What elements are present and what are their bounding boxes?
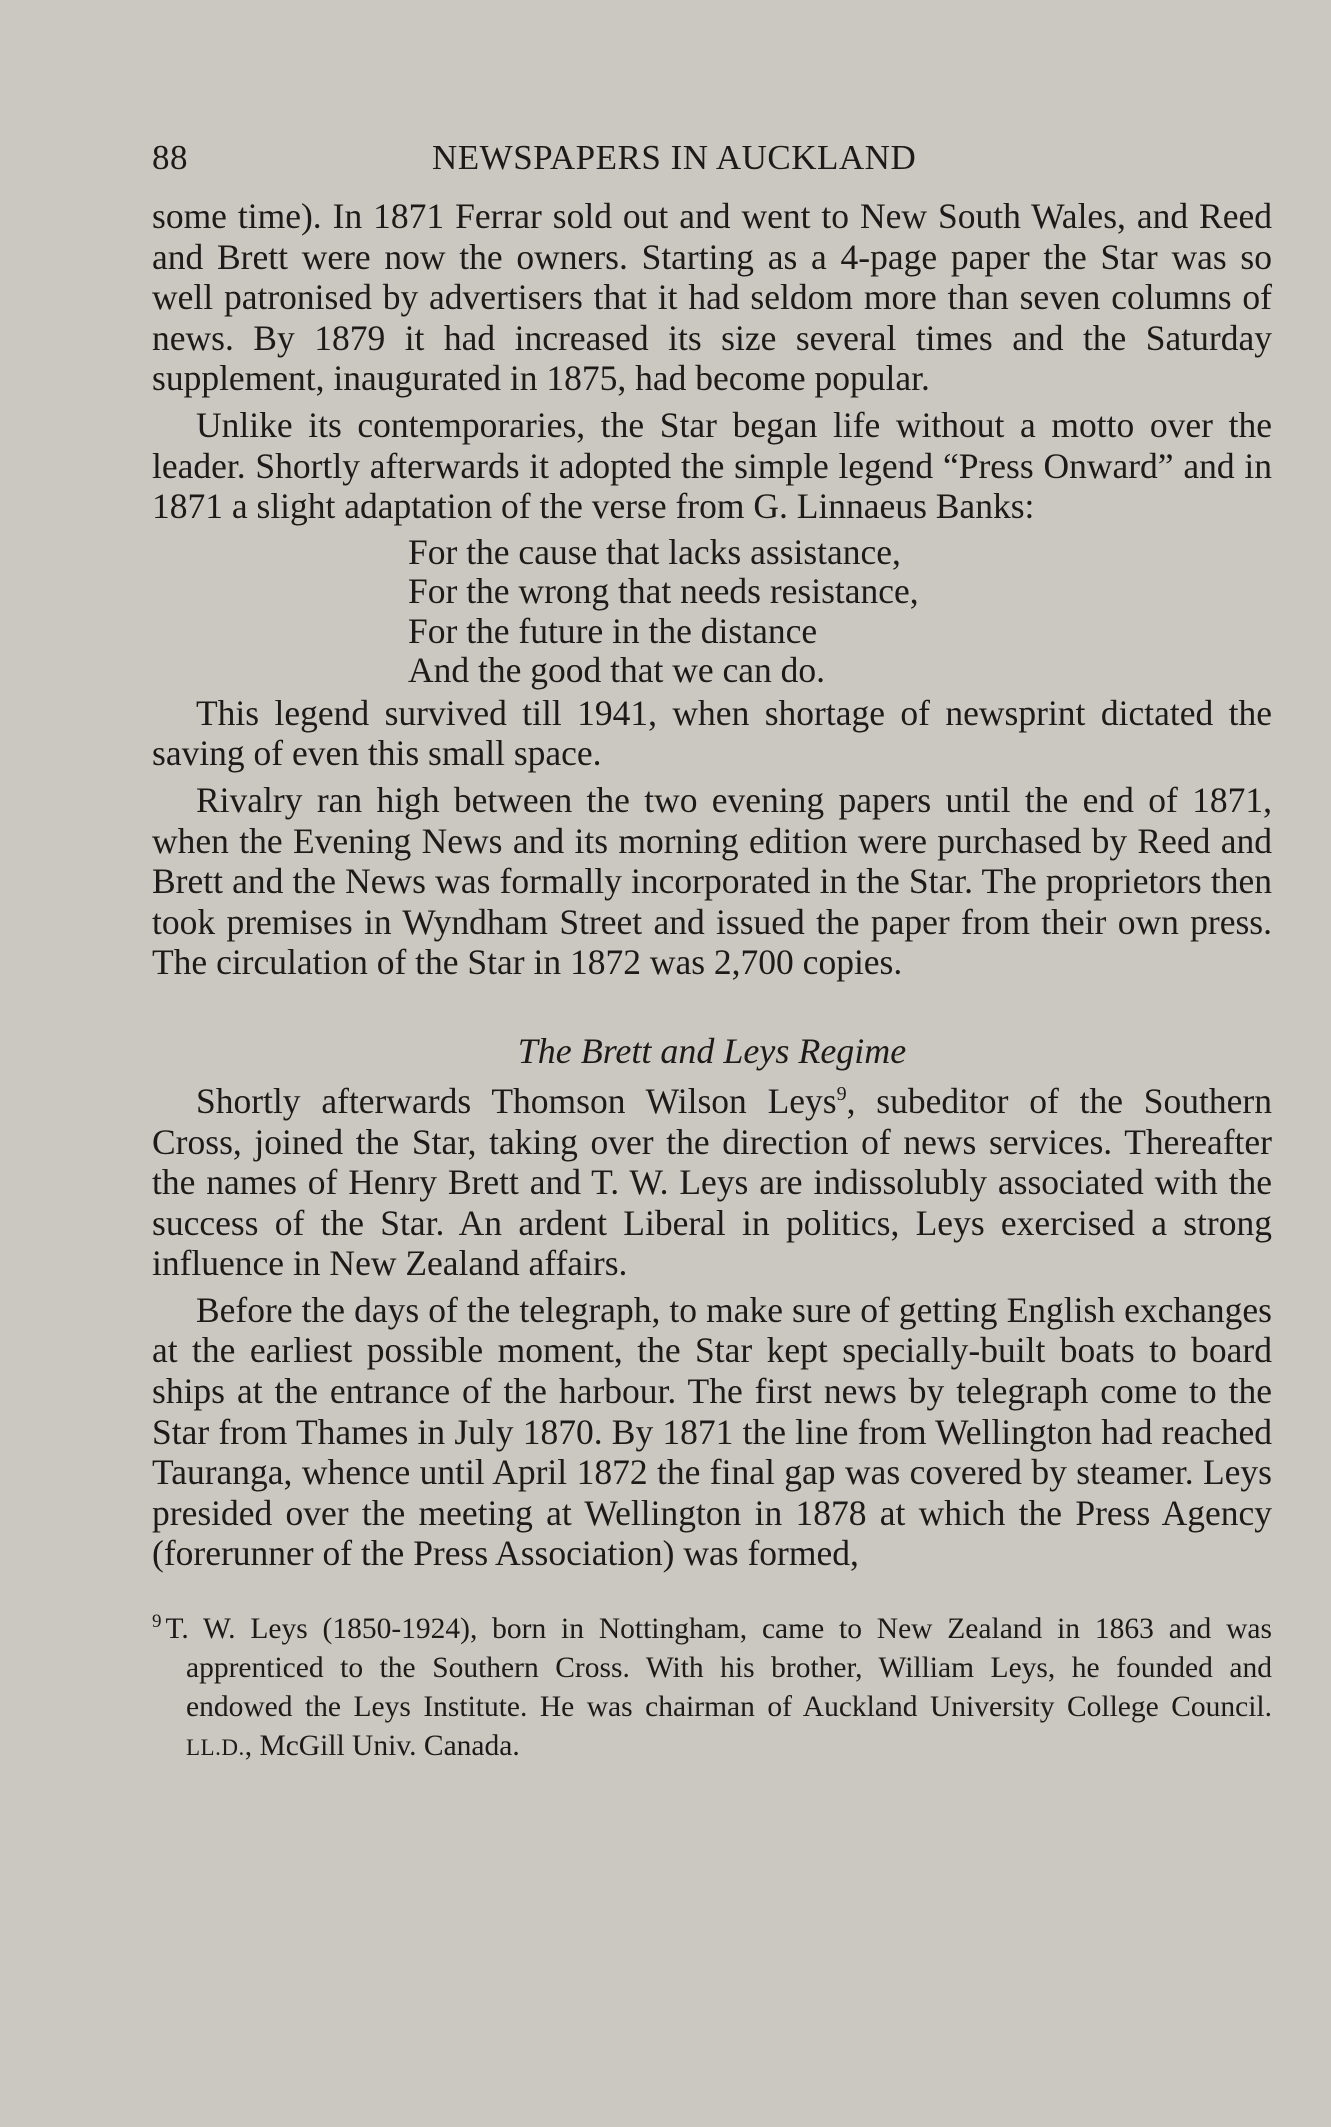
- paragraph-2: Unlike its contemporaries, the Star began life without a motto over the leader. Shortly afterwards it adopted the simple legend “Press Onward” and in 1871 a slight adaptation of the verse from G. Linnaeus Banks:: [152, 404, 1272, 527]
- verse-line: For the future in the distance: [408, 610, 818, 651]
- verse-line: For the wrong that needs resistance,: [408, 571, 919, 612]
- paragraph-3: This legend survived till 1941, when shortage of newsprint dictated the saving of even this small space.: [152, 692, 1272, 774]
- section-heading: The Brett and Leys Regime: [517, 1030, 907, 1071]
- paragraph-5-rest: , subeditor of the Southern Cross, joined the Star, taking over the direction of news services. Thereafter the names of Henry Brett and T. W. Leys are indissolubly associated with the success of the Star. An ardent Liberal in politics, Leys exercised a strong influence in New Zealand affairs.: [152, 1080, 1272, 1284]
- footnote-text-end: , McGill Univ. Canada.: [244, 1730, 520, 1763]
- verse-quote: [408, 533, 1272, 691]
- footnote-degree: LL.D.: [186, 1735, 245, 1761]
- paragraph-6: Before the days of the telegraph, to make sure of getting English exchanges at the earliest possible moment, the Star kept specially-built boats to board ships at the entrance of the harbour. The first news by telegraph come to the Star from Thames in July 1870. By 1871 the line from Wellington had reached Tauranga, whence until April 1872 the final gap was covered by steamer. Leys presided over the meeting at Wellington in 1878 at which the Press Agency (forerunner of the Press Association) was formed,: [152, 1289, 1272, 1574]
- footnote-text: T. W. Leys (1850-1924), born in Nottingham, came to New Zealand in 1863 and was apprenticed to the Southern Cross. With his brother, William Leys, he founded and endowed the Leys Institute. He was chairman of Auckland University College Council.: [165, 1613, 1272, 1724]
- paragraph-5: [152, 1081, 1272, 1284]
- body-text: [152, 196, 1272, 1574]
- paragraph-1: some time). In 1871 Ferrar sold out and went to New South Wales, and Reed and Brett were now the owners. Starting as a 4-page paper the Star was so well patronised by advertisers that it had seldom more than seven columns of news. By 1879 it had increased its size several times and the Saturday supplement, inaugurated in 1875, had become popular.: [152, 196, 1272, 399]
- paragraph-5-start: Shortly afterwards Thomson Wilson Leys: [196, 1080, 837, 1121]
- page-number: 88: [152, 138, 188, 177]
- footnote-mark: 9: [152, 1611, 162, 1633]
- verse-line: And the good that we can do.: [408, 650, 826, 691]
- verse-line: For the cause that lacks assistance,: [408, 531, 901, 572]
- running-head: [152, 138, 1272, 190]
- footnote-reference: 9: [836, 1083, 847, 1106]
- book-page: [152, 138, 1272, 1767]
- paragraph-4: Rivalry ran high between the two evening papers until the end of 1871, when the Evening News and its morning edition were purchased by Reed and Brett and the News was formally incorporated in the Star. The proprietors then took premises in Wyndham Street and issued the paper from their own press. The circulation of the Star in 1872 was 2,700 copies.: [152, 779, 1272, 983]
- running-title: NEWSPAPERS IN AUCKLAND: [432, 138, 917, 177]
- footnote: [152, 1610, 1272, 1767]
